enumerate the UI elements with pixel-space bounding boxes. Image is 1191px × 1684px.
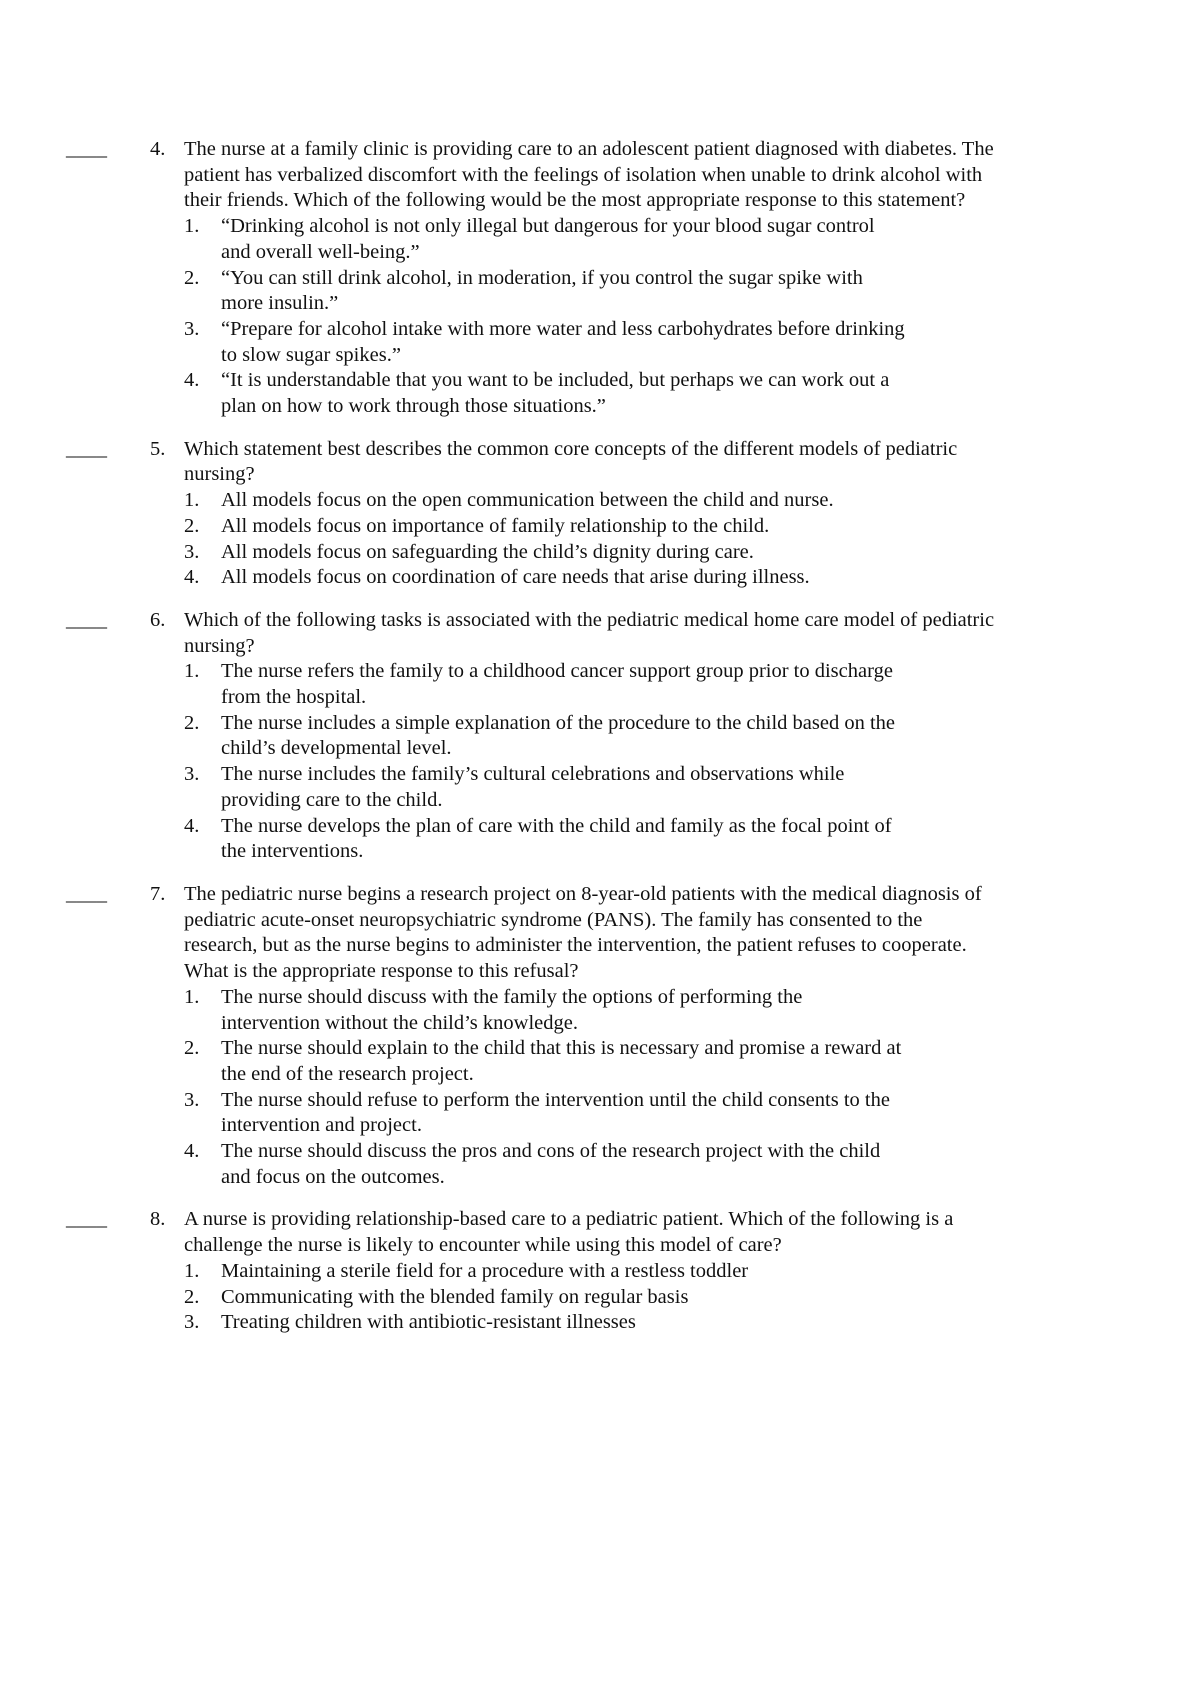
option-number: 4. [184,814,200,837]
answer-option [184,1310,1187,1336]
question-text: The pediatric nurse begins a research project on 8-year-old patients with the medical diagnosis of pediatric acute-onset neuropsychiatric syndrome (PANS). The family has consented to the research, but as the nurse begins to administer the intervention, the patient refuses to cooperate. What is the appropriate response to this refusal? [184,882,982,983]
answer-option [184,266,1187,317]
answer-option [184,1036,1187,1087]
option-number: 2. [184,266,200,289]
answer-options [184,488,1187,591]
answer-blank[interactable]: ____ [66,882,107,905]
option-text: The nurse should discuss the pros and cons of the research project with the child and focus on the outcomes. [221,1140,881,1188]
option-text: “You can still drink alcohol, in moderation, if you control the sugar spike with more insulin.” [221,266,863,315]
option-number: 1. [184,985,200,1008]
option-number: 4. [184,369,200,392]
answer-blank[interactable]: ____ [66,1208,107,1231]
option-text: All models focus on coordination of care needs that arise during illness. [221,566,810,589]
option-text: The nurse should refuse to perform the intervention until the child consents to the intervention and project. [221,1088,890,1137]
answer-option [184,814,1187,865]
option-number: 1. [184,489,200,512]
option-text: Communicating with the blended family on regular basis [221,1285,689,1308]
question-7 [0,882,1191,1190]
option-text: All models focus on safeguarding the child’s dignity during care. [221,540,754,563]
answer-option [184,540,1187,566]
question-6 [0,608,1191,865]
option-number: 4. [184,1140,200,1163]
option-number: 4. [184,566,200,589]
answer-blank[interactable]: ____ [66,138,107,160]
option-number: 3. [184,763,200,786]
option-number: 3. [184,1088,200,1111]
option-number: 2. [184,1285,200,1308]
option-number: 1. [184,215,200,238]
answer-options [184,659,1187,865]
option-number: 1. [184,1259,200,1282]
option-text: The nurse should discuss with the family the options of performing the intervention without the child’s knowledge. [221,985,803,1034]
answer-options [184,1259,1187,1336]
option-text: Treating children with antibiotic-resistant illnesses [221,1311,636,1334]
answer-option [184,985,1187,1036]
option-text: “Drinking alcohol is not only illegal but dangerous for your blood sugar control and overall well-being.” [221,215,875,263]
question-text: The nurse at a family clinic is providing care to an adolescent patient diagnosed with diabetes. The patient has verbalized discomfort with the feelings of isolation when unable to drink alcohol with their friends. Which of the following would be the most appropriate response to this statement? [184,138,994,212]
option-text: The nurse includes a simple explanation of the procedure to the child based on the child’s developmental level. [221,711,896,760]
answer-option [184,514,1187,540]
option-text: The nurse includes the family’s cultural celebrations and observations while providing care to the child. [221,763,845,811]
question-number: 8. [150,1208,166,1231]
answer-options [184,985,1187,1191]
answer-option [184,317,1187,368]
option-number: 3. [184,317,200,340]
option-text: “Prepare for alcohol intake with more water and less carbohydrates before drinking to slow sugar spikes.” [221,317,905,366]
option-number: 2. [184,711,200,734]
answer-option [184,214,1187,265]
option-number: 2. [184,514,200,537]
question-text: Which of the following tasks is associated with the pediatric medical home care model of pediatric nursing? [184,608,995,657]
option-number: 1. [184,660,200,683]
option-number: 3. [184,540,200,563]
question-text: Which statement best describes the common core concepts of the different models of pediatric nursing? [184,437,958,486]
question-number: 5. [150,437,166,460]
document-page [0,120,1191,1336]
question-number: 6. [150,608,166,631]
option-text: “It is understandable that you want to be included, but perhaps we can work out a plan on how to work through those situations.” [221,369,890,418]
answer-option [184,488,1187,514]
answer-option [184,659,1187,710]
option-number: 3. [184,1311,200,1334]
answer-option [184,762,1187,813]
answer-option [184,1088,1187,1139]
option-text: The nurse should explain to the child that this is necessary and promise a reward at the end of the research project. [221,1037,902,1085]
answer-option [184,1259,1187,1285]
answer-blank[interactable]: ____ [66,608,107,631]
answer-option [184,711,1187,762]
answer-option [184,1139,1187,1190]
question-number: 4. [150,138,166,160]
question-4 [0,137,1191,420]
question-text: A nurse is providing relationship-based care to a pediatric patient. Which of the following is a challenge the nurse is likely to encounter while using this model of care? [184,1208,954,1257]
question-5 [0,437,1191,591]
option-text: All models focus on the open communication between the child and nurse. [221,489,834,512]
option-text: Maintaining a sterile field for a procedure with a restless toddler [221,1259,749,1282]
answer-option [184,565,1187,591]
answer-option [184,368,1187,419]
answer-options [184,214,1187,420]
question-8 [0,1207,1191,1336]
answer-option [184,1285,1187,1311]
option-text: All models focus on importance of family relationship to the child. [221,514,770,537]
question-number: 7. [150,882,166,905]
option-text: The nurse develops the plan of care with the child and family as the focal point of the interventions. [221,814,892,863]
option-text: The nurse refers the family to a childhood cancer support group prior to discharge from the hospital. [221,660,893,709]
option-number: 2. [184,1037,200,1060]
answer-blank[interactable]: ____ [66,437,107,460]
